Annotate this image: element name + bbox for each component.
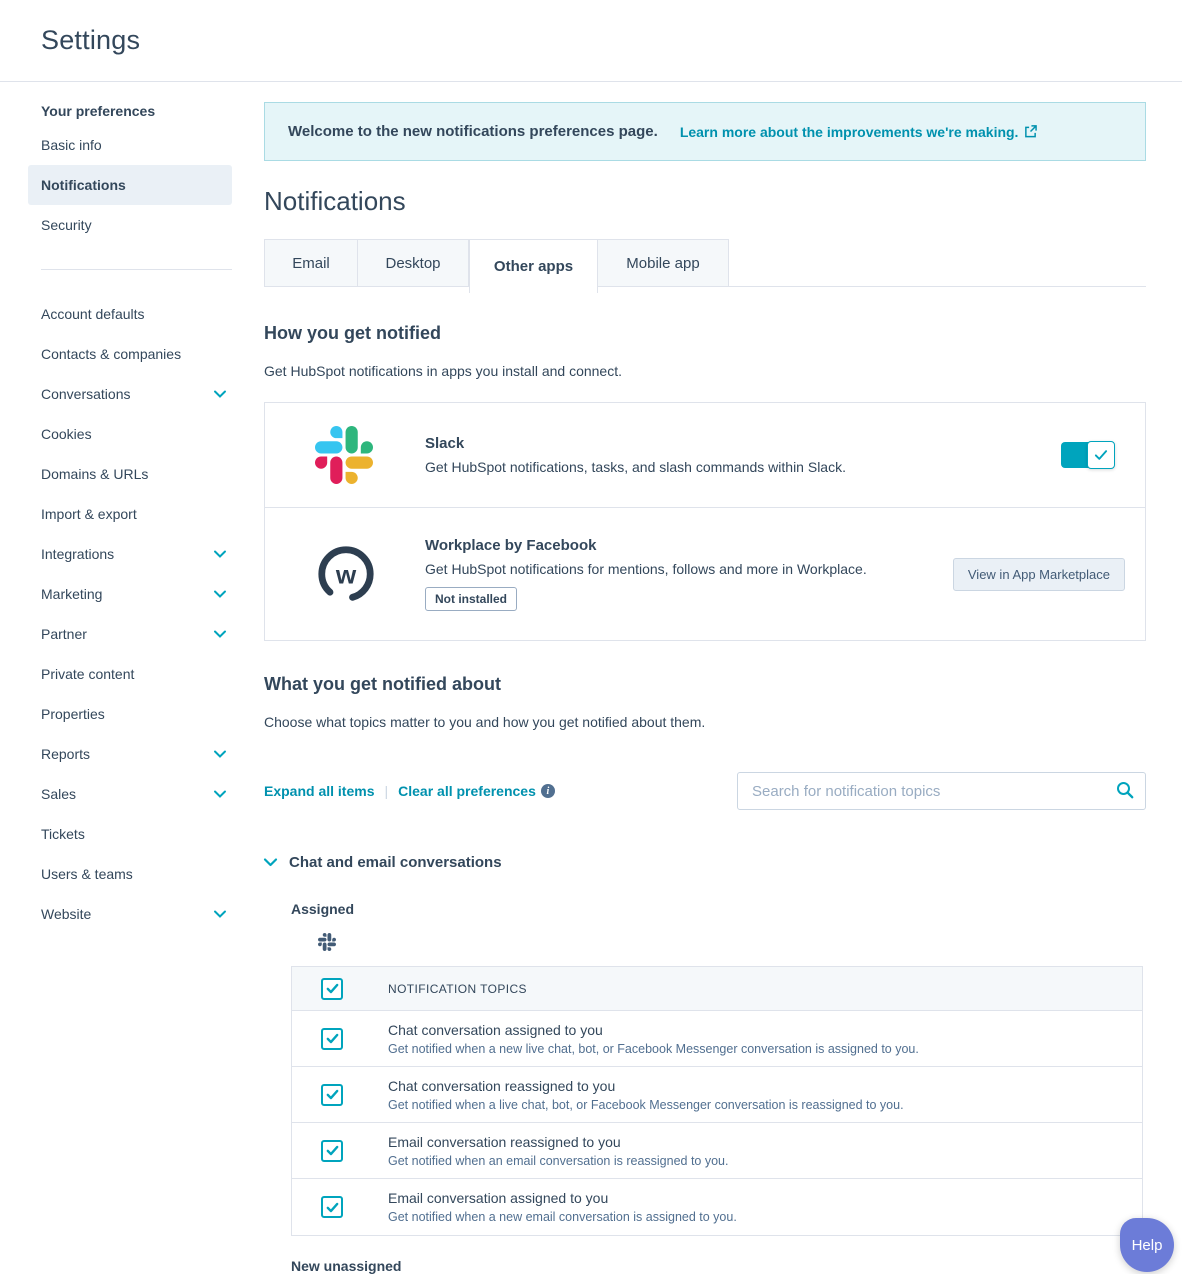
table-row — [292, 1067, 1142, 1123]
table-row — [292, 1011, 1142, 1067]
chevron-down-icon — [214, 590, 226, 598]
chevron-down-icon — [214, 790, 226, 798]
topic-search — [737, 772, 1146, 810]
sidebar-item-label: Conversations — [41, 386, 131, 402]
check-icon — [326, 983, 339, 994]
topic-checkbox[interactable] — [321, 1196, 343, 1218]
what-notified-title: What you get notified about — [264, 674, 501, 694]
search-input[interactable] — [737, 772, 1146, 810]
select-all-checkbox[interactable] — [321, 978, 343, 1000]
sidebar-item-conversations[interactable] — [0, 374, 248, 414]
how-notified-title: How you get notified — [264, 323, 441, 343]
chevron-down-icon — [214, 390, 226, 398]
topic-title: Chat conversation reassigned to you — [388, 1078, 616, 1094]
not-installed-badge: Not installed — [425, 587, 517, 611]
chevron-down-icon — [214, 750, 226, 758]
sidebar-item-label: Sales — [41, 786, 77, 802]
app-card-slack — [265, 403, 1145, 507]
workplace-app-name: Workplace by Facebook — [425, 537, 597, 554]
chevron-down-icon — [214, 910, 226, 918]
sidebar-item-import-export[interactable] — [0, 494, 248, 534]
sidebar-item-label: Account defaults — [41, 306, 145, 322]
tab-mobile-app[interactable] — [598, 239, 729, 287]
expand-link-label: Expand all items — [264, 783, 375, 799]
sidebar-item-label: Cookies — [41, 426, 92, 442]
chevron-down-icon — [214, 550, 226, 558]
workplace-logo-icon — [315, 543, 425, 605]
app-title: Settings — [41, 25, 141, 55]
sidebar-item-label: Contacts & companies — [41, 346, 182, 362]
tab-label: Desktop — [385, 254, 441, 272]
notification-topics-table — [291, 966, 1143, 1236]
topic-description: Get notified when a new email conversation is assigned to you. — [388, 1210, 737, 1224]
topic-group-title: Assigned — [291, 901, 355, 917]
sidebar-item-reports[interactable] — [0, 734, 248, 774]
table-row — [292, 1123, 1142, 1179]
check-icon — [326, 1145, 339, 1156]
sidebar-item-properties[interactable] — [0, 694, 248, 734]
slack-toggle[interactable] — [1061, 442, 1107, 468]
sidebar-item-cookies[interactable] — [0, 414, 248, 454]
table-header-label: NOTIFICATION TOPICS — [388, 981, 527, 996]
sidebar-item-label: Notifications — [41, 177, 126, 193]
info-banner — [264, 102, 1146, 161]
sidebar-divider — [41, 269, 232, 270]
slack-app-description: Get HubSpot notifications, tasks, and slash commands within Slack. — [425, 459, 846, 475]
topic-title: Chat conversation assigned to you — [388, 1022, 603, 1038]
external-link-icon — [1024, 125, 1037, 138]
sidebar-item-integrations[interactable] — [0, 534, 248, 574]
search-icon[interactable] — [1116, 781, 1134, 804]
banner-link-label: Learn more about the improvements we're making. — [679, 123, 1019, 140]
sidebar-item-label: Website — [41, 906, 92, 922]
sidebar-item-security[interactable] — [0, 205, 248, 245]
tab-email[interactable] — [264, 239, 357, 287]
topic-description: Get notified when a new live chat, bot, or Facebook Messenger conversation is assigned to you. — [388, 1042, 919, 1056]
check-icon — [1094, 449, 1108, 461]
check-icon — [326, 1033, 339, 1044]
link-separator: | — [384, 783, 389, 799]
topic-checkbox[interactable] — [321, 1140, 343, 1162]
check-icon — [326, 1202, 339, 1213]
sidebar-item-tickets[interactable] — [0, 814, 248, 854]
sidebar-item-label: Private content — [41, 666, 135, 682]
sidebar-item-label: Integrations — [41, 546, 115, 562]
topic-checkbox[interactable] — [321, 1028, 343, 1050]
sidebar-item-label: Properties — [41, 706, 105, 722]
next-group-title: New unassigned — [291, 1258, 402, 1274]
clear-all-preferences-link[interactable] — [398, 783, 555, 799]
expand-all-items-link[interactable] — [264, 783, 374, 799]
help-button[interactable] — [1120, 1218, 1174, 1272]
sidebar-item-partner[interactable] — [0, 614, 248, 654]
sidebar-item-label: Reports — [41, 746, 91, 762]
sidebar-item-marketing[interactable] — [0, 574, 248, 614]
tab-desktop[interactable] — [357, 239, 469, 287]
apps-card-list — [264, 402, 1146, 641]
sidebar-item-label: Security — [41, 217, 92, 233]
tab-other-apps[interactable] — [469, 239, 598, 293]
tab-label: Email — [292, 254, 330, 272]
sidebar-item-label: Partner — [41, 626, 87, 642]
sidebar-item-account-defaults[interactable] — [0, 294, 248, 334]
tab-label: Mobile app — [626, 254, 700, 272]
sidebar-item-label: Basic info — [41, 137, 102, 153]
app-card-workplace — [265, 507, 1145, 640]
info-icon: i — [541, 784, 555, 798]
topic-checkbox[interactable] — [321, 1084, 343, 1106]
banner-learn-more-link[interactable] — [680, 124, 1038, 140]
topic-title: Email conversation reassigned to you — [388, 1134, 621, 1150]
chevron-down-icon — [264, 858, 277, 867]
sidebar-item-website[interactable] — [0, 894, 248, 934]
app-header — [0, 0, 1182, 82]
settings-sidebar — [0, 82, 248, 1232]
notification-tabs — [264, 239, 1146, 293]
view-in-app-marketplace-button[interactable]: View in App Marketplace — [953, 558, 1125, 591]
sidebar-item-contacts-companies[interactable] — [0, 334, 248, 374]
help-button-label: Help — [1131, 1236, 1163, 1254]
how-notified-subtitle: Get HubSpot notifications in apps you install and connect. — [264, 363, 622, 379]
topic-section-toggle[interactable] — [264, 854, 1146, 871]
banner-message: Welcome to the new notifications preferences page. — [288, 123, 658, 140]
chevron-down-icon — [214, 630, 226, 638]
check-icon — [326, 1089, 339, 1100]
sidebar-section-title: Your preferences — [41, 103, 156, 119]
sidebar-item-label: Tickets — [41, 826, 85, 842]
sidebar-item-notifications[interactable] — [28, 165, 232, 205]
sidebar-item-sales[interactable] — [0, 774, 248, 814]
sidebar-item-label: Domains & URLs — [41, 466, 149, 482]
toggle-knob — [1087, 441, 1115, 469]
slack-app-name: Slack — [425, 435, 465, 452]
what-notified-subtitle: Choose what topics matter to you and how you get notified about them. — [264, 714, 706, 730]
sidebar-item-label: Import & export — [41, 506, 137, 522]
sidebar-item-basic-info[interactable] — [0, 125, 248, 165]
page-title: Notifications — [264, 186, 406, 216]
channel-icons — [318, 933, 1146, 956]
tab-label: Other apps — [493, 258, 574, 275]
topic-title: Email conversation assigned to you — [388, 1190, 609, 1206]
sidebar-item-private-content[interactable] — [0, 654, 248, 694]
workplace-app-description: Get HubSpot notifications for mentions, follows and more in Workplace. — [425, 561, 867, 577]
slack-logo-icon — [315, 426, 425, 484]
table-header-row — [292, 967, 1142, 1011]
sidebar-item-domains-urls[interactable] — [0, 454, 248, 494]
sidebar-item-users-teams[interactable] — [0, 854, 248, 894]
topic-description: Get notified when a live chat, bot, or Facebook Messenger conversation is reassigned to you. — [388, 1098, 904, 1112]
svg-text:w: w — [335, 559, 357, 590]
clear-link-label: Clear all preferences — [398, 783, 536, 799]
sidebar-item-label: Marketing — [41, 586, 103, 602]
topic-section-title: Chat and email conversations — [289, 854, 502, 871]
table-row — [292, 1179, 1142, 1235]
slack-channel-icon — [318, 933, 336, 951]
sidebar-item-label: Users & teams — [41, 866, 133, 882]
topic-description: Get notified when an email conversation is reassigned to you. — [388, 1154, 729, 1168]
